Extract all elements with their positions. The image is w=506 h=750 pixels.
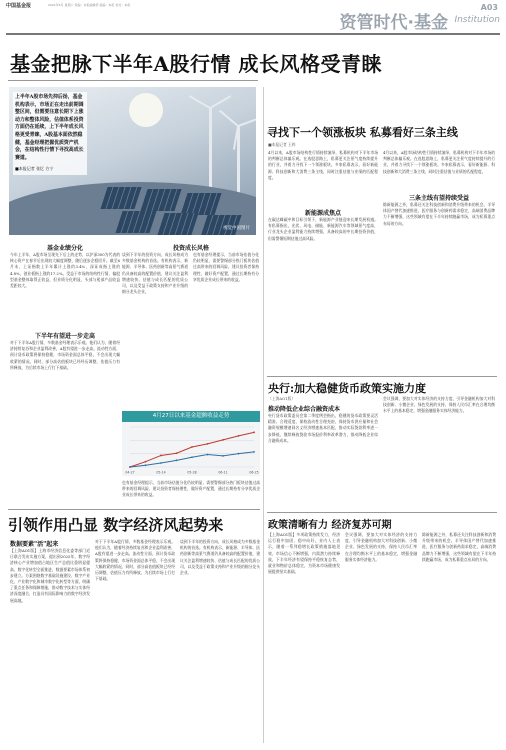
article-column: 【上海AO1版】多项政策持续发力，经济运行稳中加固、稳中向好。业内人士表示，随着一系列稳增长政策措施落地见效，市场信心不断增强，内需潜力持续释放，下半年经济有望保持平稳恢复态势，就业和物价总体稳定，为资本市场健康发展提供坚实基础。	[268, 532, 340, 575]
source-tag: （上海AO1版）	[268, 396, 296, 401]
subhead-growth: 投资成长风格	[172, 245, 209, 252]
chart-tick-label: 06-11	[218, 470, 228, 475]
chart-point	[176, 452, 178, 454]
chart-point	[145, 464, 147, 466]
chart-point	[145, 461, 147, 463]
solar-panel	[157, 213, 198, 235]
article-column: 谈到下半年的投资方向，成长风格成为多数基金机构的首选。有机构表示，新能源、半导体、医药创新等高景气赛道仍具备较高的配置价值，建议关注盈利增速较快、估值与成长匹配的优质公司，以及受益于政策支持和产业升级的细分龙头企业。	[180, 539, 260, 576]
chart-tick-label: 06-25	[249, 470, 259, 475]
article-column: 4月以来，A股市场结构性行情持续演绎，私募机构对下半年市场的判断总体偏乐观。在选股思路上，私募更关注景气度持续提升的行业，并着力寻找下一个领涨板块。多家私募表示，看好新能源、科技创新和大消费三条主线，同时注重估值与业绩的匹配程度。	[268, 150, 378, 180]
right-author: ■本报记者 王梓	[268, 142, 296, 147]
subhead-half-year: 下半年有望进一步走高	[34, 333, 95, 340]
article-column: 央行货币政策委员会第二季度例会指出，稳健的货币政策要灵活精准、合理适度，保持流动性合理充裕，保持货币供应量和社会融资规模增速同名义经济增速基本匹配，推动实际贷款利率进一步降低，继续释放贷款市场报价利率改革潜力，推动降低企业综合融资成本。	[268, 413, 378, 443]
solar-panel	[100, 187, 141, 209]
chart-plot	[122, 423, 260, 475]
turbine-blade	[238, 117, 256, 127]
section-divider	[8, 509, 260, 510]
page-number: A03	[480, 3, 498, 12]
article-column: 除新能源之外，私募还关注科技创新和消费升级带来的机会。半导体国产替代加速推进，医疗服务与创新药需求稳定，高端消费品牌力不断增强，这些领域有望在下半年持续跑赢市场，成为私募重点布局的方向。	[422, 532, 496, 562]
chart-point	[160, 455, 162, 457]
headline-private-funds: 寻找下一个领涨板块 私募看好三条主线	[267, 126, 458, 139]
subhead-performance: 基金业绩分化	[46, 245, 83, 252]
chart-tick-label: 05-14	[156, 470, 166, 475]
section-divider	[267, 512, 497, 513]
lead-text: 上半年A股市场先抑后扬，基金机构表示，市场正在走出前期调整区间，但需要注意长期下上涨动力和整体风险，估值体系投资方面仍在延续，上下半年成长风格更受青睐，A股基本面依然稳健，基金经理把握优质资产机会，在结构性行情下寻找高成长赛道。	[15, 94, 84, 161]
chart-tick-label: 05-28	[187, 470, 197, 475]
article-column: 也有基金经理提示，当前市场估值分化仍较明显，需要警惕部分热门板块估值过高带来的回调风险，建议投资者保持理性，做好资产配置，通过长期持有分享优质企业成长带来的收益。	[193, 252, 259, 282]
chart-point	[222, 455, 224, 457]
chart-point	[191, 446, 193, 448]
image-caption: 视觉中国图片	[223, 226, 250, 231]
article-column: 会议强调，要加大对实体经济的支持力度，引导金融机构加大对科技创新、小微企业、绿色发展的支持，保持人民币汇率在合理均衡水平上的基本稳定，增强金融服务实体经济能力。	[383, 396, 495, 414]
subhead-new-energy: 新能源成焦点	[304, 210, 341, 217]
turbine-blade	[189, 95, 211, 109]
section-title: 资管时代·基金	[339, 13, 448, 33]
article-column: 【上海AO1版】上海市经济信息化委等部门近日联合发布实施方案，提出到2025年，数字经济核心产业增加值占地区生产总值比重明显提高，数字化转型全面推进，数据要素市场体系初步建立。方案围绕数字基础设施建设、数字产业化、产业数字化和城市数字化转型等方面，明确了重点任务和保障措施，推动数字技术与实体经济深度融合，打造具有国际影响力的数字经济发展高地。	[10, 548, 90, 603]
main-headline: 基金把脉下半年A股行情 成长风格受青睐	[10, 52, 382, 76]
chart-title: 4月27日以来基金超额收益走势	[122, 411, 260, 422]
chart-point	[253, 431, 255, 433]
solar-panel	[115, 211, 156, 233]
subhead-data-elements: 数据要素"活"起来	[10, 541, 59, 548]
section-english: Institution	[454, 15, 500, 25]
chart-point	[207, 454, 209, 456]
headline-digital-economy: 引领作用凸显 数字经济风起势来	[8, 516, 224, 534]
chart-point	[253, 451, 255, 453]
article-column: 会议强调，要加大对实体经济的支持力度，引导金融机构加大对科技创新、小微企业、绿色发展的支持，保持人民币汇率在合理均衡水平上的基本稳定，增强金融服务实体经济能力。	[345, 532, 417, 562]
article-column: 在碳达峰碳中和目标引领下，新能源产业链迎来长期发展机遇。有私募指出，光伏、风电、储能、新能源汽车等领域景气度高，行业龙头企业盈利能力持续增强，具备较高的中长期投资价值，但需警惕短期估值过高风险。	[268, 217, 378, 241]
chart-point	[160, 462, 162, 464]
chart-series-line	[130, 452, 254, 467]
turbine-blade	[209, 108, 211, 132]
performance-chart	[122, 411, 260, 476]
chart-point	[207, 443, 209, 445]
masthead-info: 2021年6月 星期六 责编：本报编辑部 美编：本报 校对：本报	[48, 3, 131, 7]
article-column: 对于下半年A股行情，多数基金经理表示乐观。他们认为，随着经济持续复苏和企业盈利改善，A股有望进一步走高。流动性方面，预计货币政策将保持稳健，市场资金面总体平稳，不会出现大幅收紧的情况。同时，部分高估值板块已经经历调整，估值压力有所释放，为后续市场上行打下基础。	[95, 539, 175, 582]
lead-author: ■本报记者 张忆 方宁	[15, 166, 54, 172]
article-column: 4月以来，A股市场结构性行情持续演绎，私募机构对下半年市场的判断总体偏乐观。在选股思路上，私募更关注景气度持续提升的行业，并着力寻找下一个领涨板块。多家私募表示，看好新能源、科技创新和大消费三条主线，同时注重估值与业绩的匹配程度。	[383, 150, 495, 174]
lead-paragraph	[13, 92, 87, 175]
headline-policy: 政策清晰有力 经济复苏可期	[268, 520, 392, 531]
turbine-blade	[210, 95, 232, 109]
column-divider	[263, 87, 264, 743]
top-divider	[6, 33, 500, 35]
solar-panel	[140, 189, 181, 211]
sun-shape	[129, 93, 163, 127]
chart-point	[129, 466, 131, 468]
chart-point	[222, 439, 224, 441]
chart-point	[238, 453, 240, 455]
chart-point	[191, 456, 193, 458]
newspaper-logo: 中国基金报	[6, 3, 32, 9]
chart-series-line	[130, 432, 254, 467]
article-column: 今年上半年，A股市场呈现先下后上的走势，以沪深300为代表的核心资产在春节后出现较大幅度调整，随后逐步企稳回升。截至6月末，上证指数上半年累计上涨约3.4%，深证成指上涨约4.8%，创业板指上涨约17.2%。受益于市场的结构性行情，偏股型基金整体取得正收益，但业绩分化明显，头部与尾部产品收益差距较大。	[10, 252, 120, 289]
chart-point	[238, 435, 240, 437]
chart-tick-label: 04-27	[125, 470, 135, 475]
chart-point	[176, 459, 178, 461]
section-divider	[267, 376, 497, 377]
solar-panel	[180, 193, 221, 215]
headline-central-bank: 央行:加大稳健货币政策实施力度	[268, 382, 427, 395]
subhead-three-lines: 三条主线有望持续受益	[408, 195, 469, 202]
article-column: 除新能源之外，私募还关注科技创新和消费升级带来的机会。半导体国产替代加速推进，医疗服务与创新药需求稳定，高端消费品牌力不断增强，这些领域有望在下半年持续跑赢市场，成为私募重点布局的方向。	[383, 202, 495, 226]
article-column: 谈到下半年的投资方向，成长风格成为多数基金机构的首选。有机构表示，新能源、半导体、医药创新等高景气赛道仍具备较高的配置价值，建议关注盈利增速较快、估值与成长匹配的优质公司，以及受益于政策支持和产业升级的细分龙头企业。	[122, 252, 188, 295]
article-column: 也有基金经理提示，当前市场估值分化仍较明显，需要警惕部分热门板块估值过高带来的回调风险，建议投资者保持理性，做好资产配置，通过长期持有分享优质企业成长带来的收益。	[122, 480, 260, 498]
turbine-blade	[219, 110, 239, 127]
headline-divider	[8, 80, 258, 81]
article-column: 对于下半年A股行情，多数基金经理表示乐观。他们认为，随着经济持续复苏和企业盈利改善，A股有望进一步走高。流动性方面，预计货币政策将保持稳健，市场资金面总体平稳，不会出现大幅收紧的情况。同时，部分高估值板块已经经历调整，估值压力有所释放，为后续市场上行打下基础。	[10, 340, 120, 370]
subhead-financing-cost: 推动降低企业综合融资成本	[268, 406, 341, 413]
